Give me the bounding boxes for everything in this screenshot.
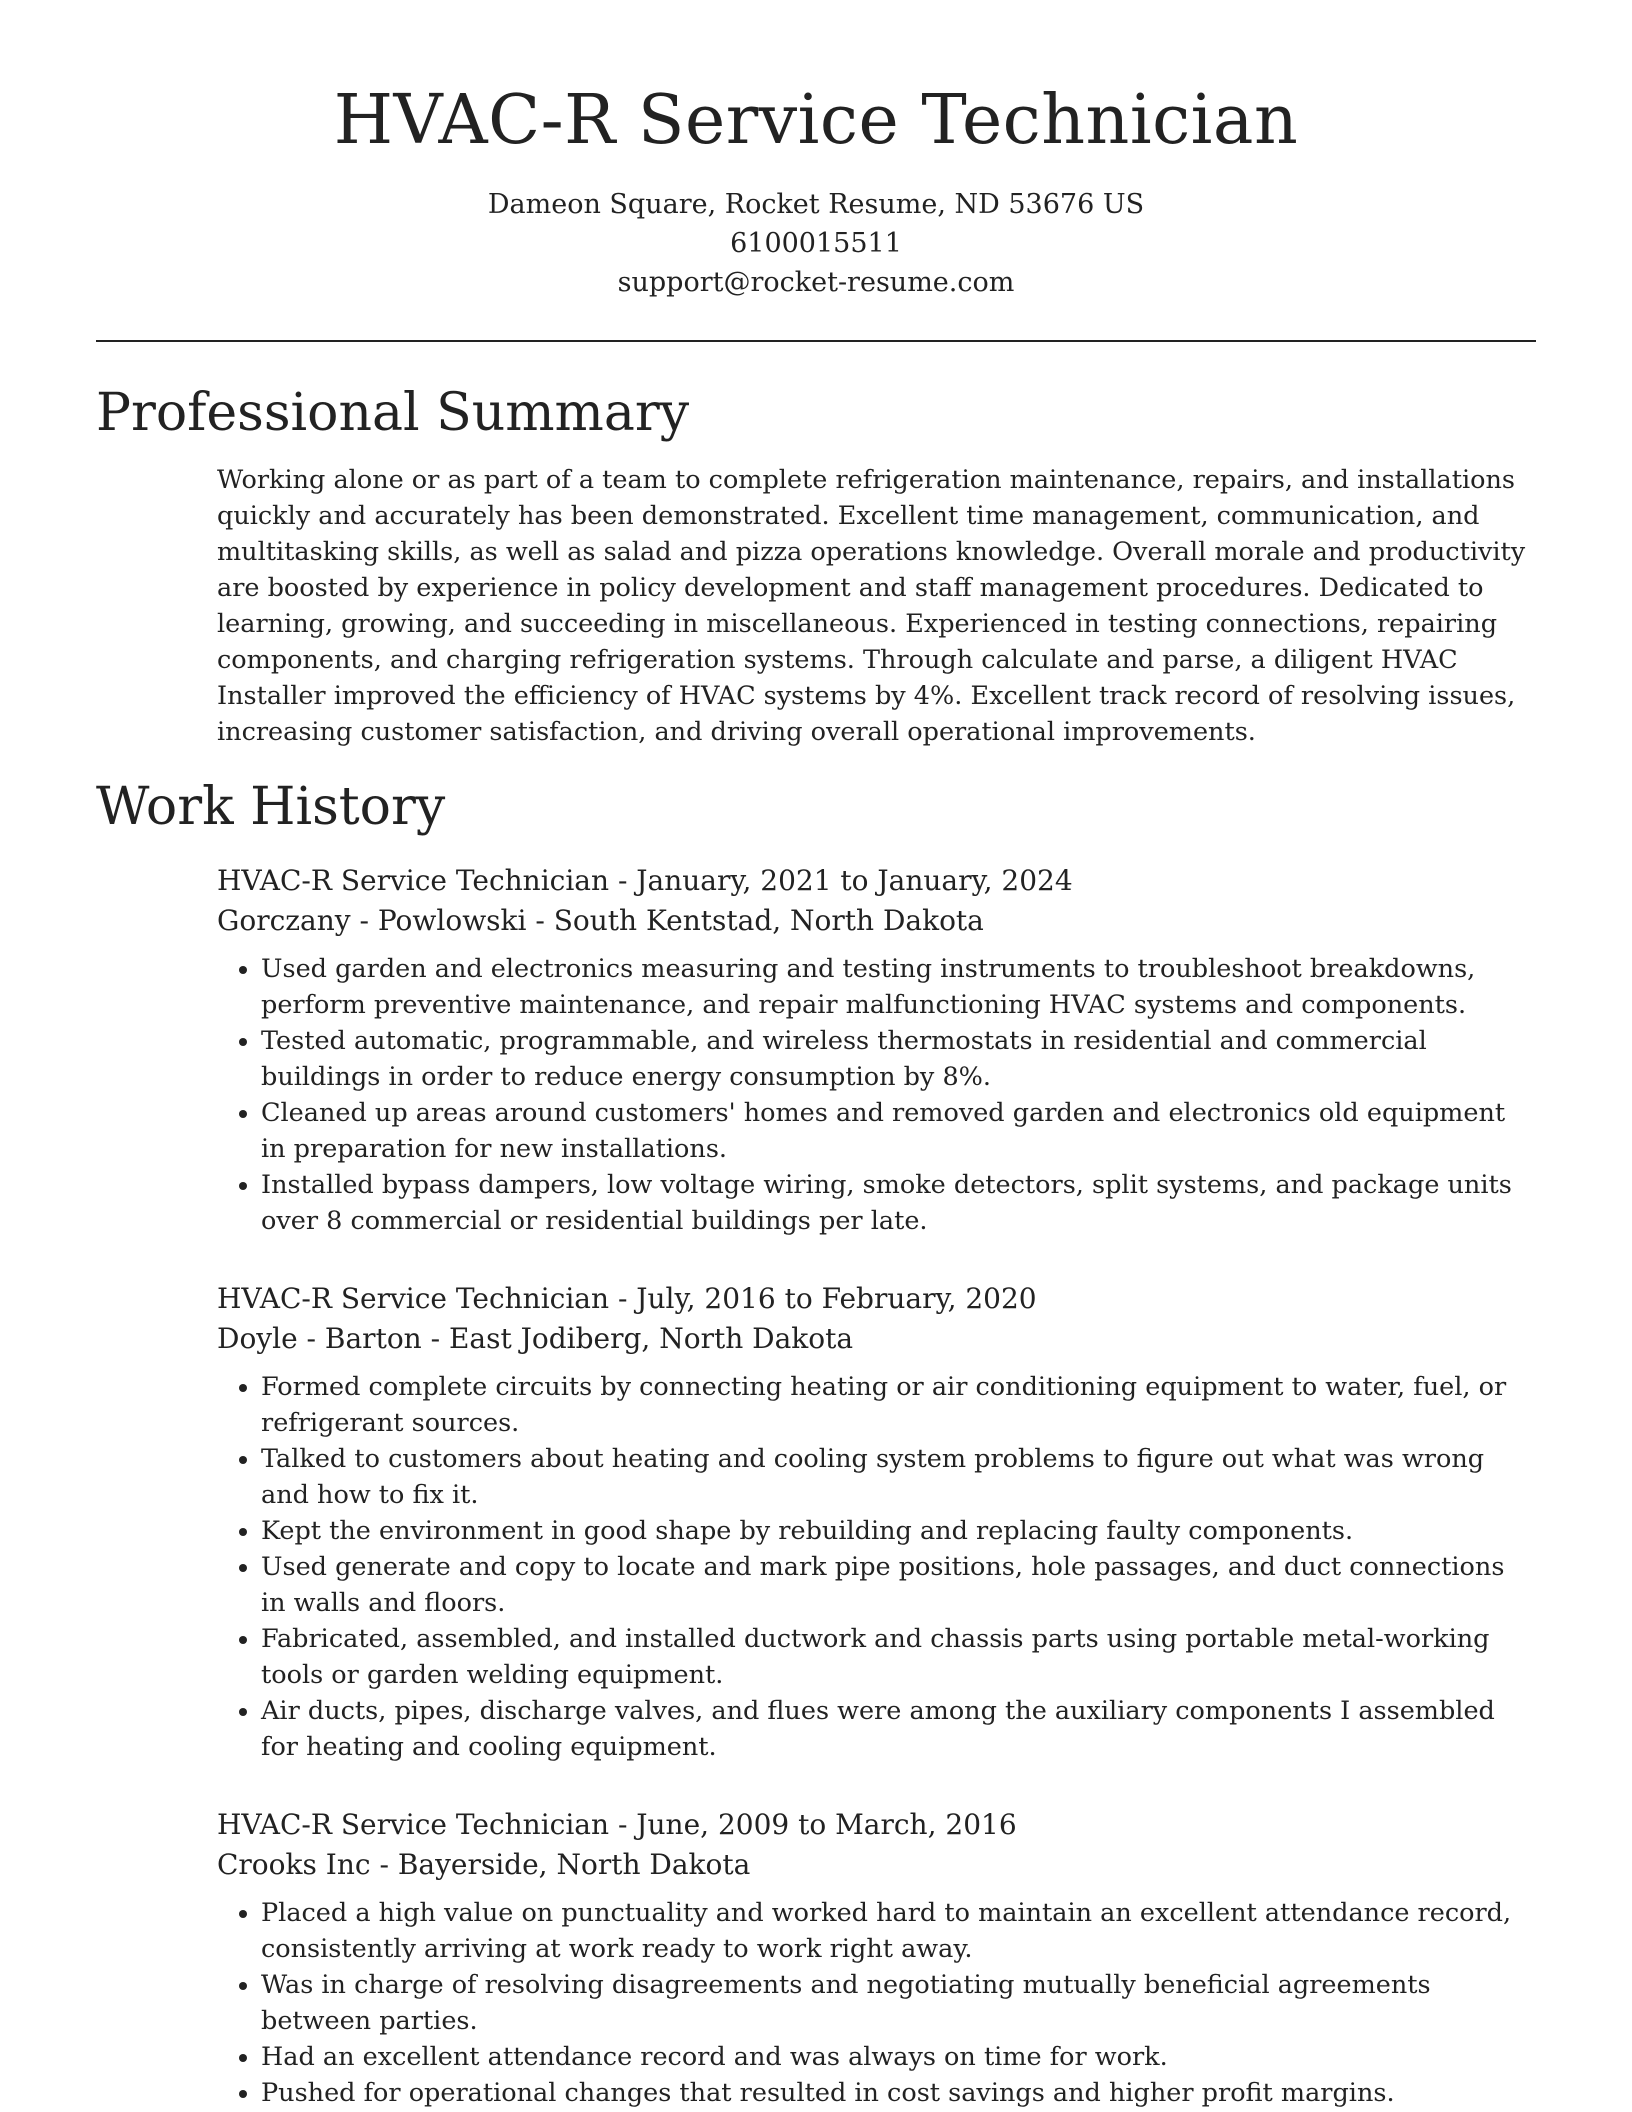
list-item: • Talked to customers about heating and cooling system problems to figure out what was wrong and how to fix it. [261, 1441, 1536, 1513]
job-location: - South Kentstad, North Dakota [535, 903, 984, 937]
job-entry [217, 861, 1536, 1239]
job-title: HVAC-R Service Technician [217, 863, 610, 897]
list-item: • Used generate and copy to locate and mark pipe positions, hole passages, and duct connections in walls and floors. [261, 1549, 1536, 1621]
candidate-name: HVAC-R Service Technician [333, 81, 1299, 160]
list-item: • Installed bypass dampers, low voltage wiring, smoke detectors, split systems, and package units over 8 commercial or residential buildings per late. [261, 1167, 1536, 1239]
job-company-line [217, 901, 1536, 941]
job-dates: - June, 2009 to March, 2016 [617, 1807, 1017, 1841]
job-company: Gorczany - Powlowski [217, 903, 527, 937]
job-title-line [217, 1279, 1536, 1319]
list-item: • Formed complete circuits by connecting heating or air conditioning equipment to water, fuel, or refrigerant sources. [261, 1369, 1536, 1441]
list-item: • Cleaned up areas around customers' homes and removed garden and electronics old equipment in preparation for new installations. [261, 1095, 1536, 1167]
list-item: • Placed a high value on punctuality and worked hard to maintain an excellent attendance record, consistently arriving at work ready to work right away. [261, 1895, 1536, 1967]
header-divider [96, 340, 1536, 342]
job-bullets [217, 951, 1536, 1239]
list-item: • Air ducts, pipes, discharge valves, and flues were among the auxiliary components I assembled for heating and cooling equipment. [261, 1693, 1536, 1765]
job-title: HVAC-R Service Technician [217, 1281, 610, 1315]
email: support@rocket-resume.com [617, 266, 1015, 298]
section-title-summary: Professional Summary [96, 382, 690, 443]
list-item: • Kept the environment in good shape by rebuilding and replacing faulty components. [261, 1513, 1536, 1549]
job-dates: - January, 2021 to January, 2024 [617, 863, 1073, 897]
job-company: Crooks Inc [217, 1847, 371, 1881]
job-location: - East Jodiberg, North Dakota [430, 1321, 854, 1355]
list-item: • Had an excellent attendance record and was always on time for work. [261, 2039, 1536, 2075]
job-location: - Bayerside, North Dakota [379, 1847, 751, 1881]
job-company-line [217, 1845, 1536, 1885]
address: Dameon Square, Rocket Resume, ND 53676 US [487, 188, 1145, 220]
job-dates: - July, 2016 to February, 2020 [617, 1281, 1037, 1315]
summary-text: Working alone or as part of a team to complete refrigeration maintenance, repairs, and installations quickly and accurately has been demonstrated. Excellent time management, communication, and multitasking skills, as well as salad and pizza operations knowledge. Overall morale and productivity are boosted by experience in policy development and staff management procedures. Dedicated to learning, growing, and succeeding in miscellaneous. Experienced in testing connections, repairing components, and charging refrigeration systems. Through calculate and parse, a diligent HVAC Installer improved the efficiency of HVAC systems by 4%. Excellent track record of resolving issues, increasing customer satisfaction, and driving overall operational improvements. [217, 465, 1526, 748]
job-company-line [217, 1319, 1536, 1359]
resume-header [96, 0, 1536, 302]
job-bullets [217, 1895, 1536, 2111]
work-history-list [217, 861, 1536, 2111]
job-title: HVAC-R Service Technician [217, 1807, 610, 1841]
list-item: • Fabricated, assembled, and installed ductwork and chassis parts using portable metal-working tools or garden welding equipment. [261, 1621, 1536, 1693]
job-company: Doyle - Barton [217, 1321, 422, 1355]
list-item: • Pushed for operational changes that resulted in cost savings and higher profit margins. [261, 2075, 1536, 2111]
contact-info [96, 185, 1536, 302]
list-item: • Used garden and electronics measuring and testing instruments to troubleshoot breakdowns, perform preventive maintenance, and repair malfunctioning HVAC systems and components. [261, 951, 1536, 1023]
list-item: • Was in charge of resolving disagreements and negotiating mutually beneficial agreements between parties. [261, 1967, 1536, 2039]
section-title-work-history: Work History [96, 777, 446, 838]
job-title-line [217, 1805, 1536, 1845]
job-title-line [217, 861, 1536, 901]
job-entry [217, 1805, 1536, 2111]
job-bullets [217, 1369, 1536, 1765]
list-item: • Tested automatic, programmable, and wireless thermostats in residential and commercial buildings in order to reduce energy consumption by 8%. [261, 1023, 1536, 1095]
job-entry [217, 1279, 1536, 1765]
phone: 6100015511 [730, 227, 902, 259]
